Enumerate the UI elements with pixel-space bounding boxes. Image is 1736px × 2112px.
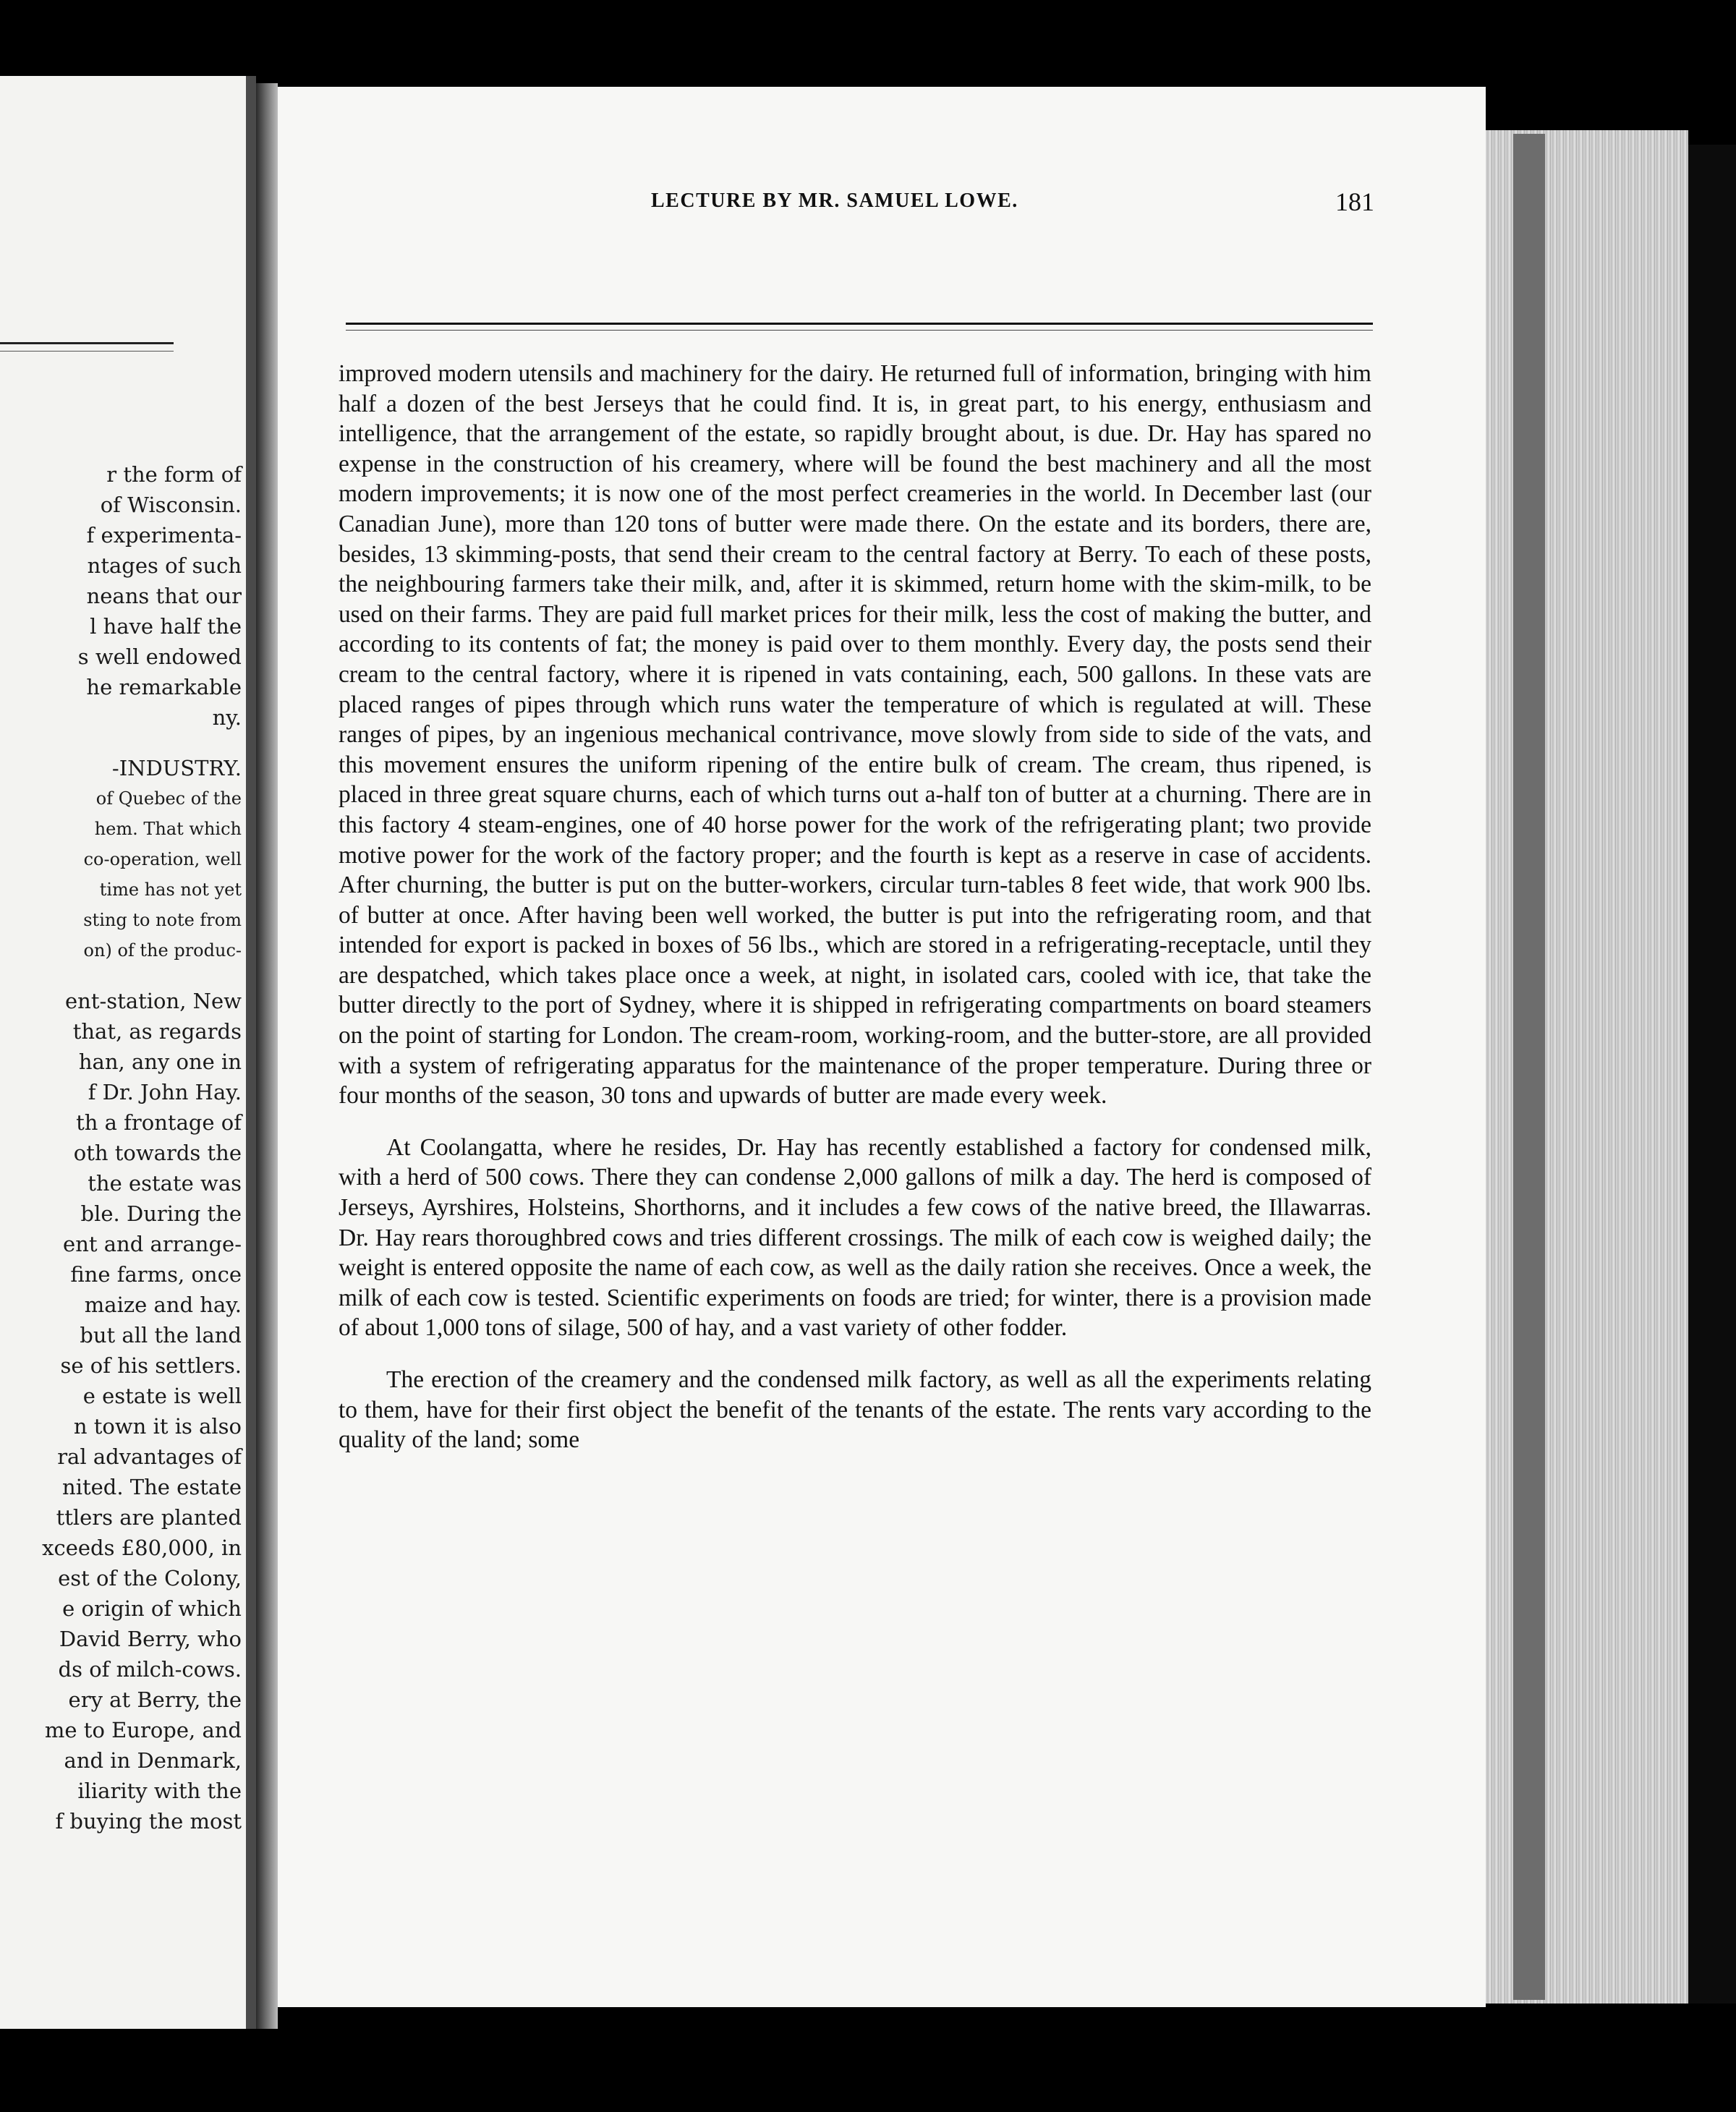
paragraph: improved modern utensils and machinery for the dairy. He returned full of information, bringing with him half a dozen of the best Jerseys that he could find. It is, in great part, to his energy, enthusiasm and intelligence, that the arrangement of the estate, so rapidly brought about, is due. Dr. Hay has spared no expense in the construction of his creamery, where will be found the best machinery and all the most modern improvements; it is now one of the most perfect creameries in the world. In December last (our Canadian June), more than 120 tons of butter were made there. On the estate and its borders, there are, besides, 13 skimming-posts, that send their cream to the central factory at Berry. To each of these posts, the neighbouring farmers take their milk, and, after it is skimmed, return home with the skim-milk, to be used on their farms. They are paid full market prices for their milk, less the cost of making the butter, and according to its contents of fat; the money is paid over to them monthly. Every day, the posts send their cream to the central factory, where it is ripened in vats containing, each, 500 gallons. In these vats are placed ranges of pipes through which runs water the temperature of which is regulated at will. These ranges of pipes, by an ingenious mechanical contrivance, move slowly from side to side of the vats, and this movement ensures the uniform ripening of the entire bulk of cream. The cream, thus ripened, is placed in three great square churns, each of which turns out a-half ton of butter at a churning. There are in this factory 4 steam-engines, one of 40 horse power for the work of the refrigerating plant; two provide motive power for the work of the factory proper; and the fourth is kept as a reserve in case of accidents. After churning, the butter is put on the butter-workers, circular turn-tables 8 feet wide, that work 900 lbs. of butter at once. After having been well worked, the butter is put into the refrigerating room, and that intended for export is packed in boxes of 56 lbs., which are stored in a refrigerating-receptacle, until they are despatched, which takes place once a week, at night, in isolated cars, cooled with ice, that take the butter directly to the port of Sydney, where it is shipped in refrigerating compartments on board steamers on the point of starting for London. The cream-room, working-room, and the butter-store, are all provided with a system of refrigerating apparatus for the maintenance of the proper temperature. During three or four months of the season, 30 tons and upwards of butter are made every week.: [339, 360, 1371, 1110]
page-number: 181: [1335, 187, 1374, 216]
left-page-line: me to Europe, and: [44, 1718, 242, 1742]
left-page-line: ble. During the: [80, 1201, 242, 1226]
left-page-line: nited. The estate: [62, 1475, 242, 1499]
left-page-line: l have half the: [90, 614, 242, 639]
left-page-text: [3, 459, 242, 1836]
left-page-line: f buying the most: [55, 1809, 242, 1834]
left-page-line: ery at Berry, the: [68, 1687, 242, 1712]
left-facing-page: [0, 76, 256, 2029]
running-head: LECTURE BY MR. SAMUEL LOWE.: [651, 190, 1018, 212]
left-page-line: ttlers are planted: [56, 1505, 242, 1530]
left-page-line: co-operation, well: [83, 849, 242, 869]
left-page-line: ds of milch-cows.: [58, 1657, 242, 1682]
left-page-line: ral advantages of: [57, 1444, 242, 1469]
left-page-line: s well endowed: [77, 644, 242, 669]
left-page-line: ny.: [212, 705, 242, 730]
left-page-line: and in Denmark,: [64, 1748, 242, 1773]
left-page-line: ent and arrange-: [63, 1232, 242, 1256]
left-page-line: of Quebec of the: [95, 788, 242, 809]
left-page-line: f Dr. John Hay.: [88, 1080, 242, 1104]
left-page-line: on) of the produc-: [83, 940, 242, 961]
left-page-line: neans that our: [86, 584, 242, 608]
header-rule-thin: [346, 330, 1373, 331]
page-body: [339, 359, 1371, 1455]
left-page-line: e estate is well: [82, 1384, 242, 1408]
paragraph: The erection of the creamery and the condensed milk factory, as well as all the experiments relating to them, have for their first object the benefit of the tenants of the estate. The rents vary according to the quality of the land; some: [339, 1366, 1371, 1454]
page-stack-band: [1513, 134, 1545, 2000]
left-page-line: th a frontage of: [76, 1110, 242, 1135]
left-page-rule-thin: [0, 351, 174, 352]
left-page-line: han, any one in: [78, 1049, 242, 1074]
left-page-line: fine farms, once: [70, 1262, 242, 1287]
left-page-line: time has not yet: [99, 880, 242, 900]
page-header: [318, 187, 1374, 233]
left-page-line: iliarity with the: [77, 1779, 242, 1803]
left-page-line: xceeds £80,000, in: [42, 1536, 242, 1560]
book-cover-edge: [1688, 145, 1736, 2004]
paragraph: At Coolangatta, where he resides, Dr. Hay has recently established a factory for condensed milk, with a herd of 500 cows. There they can condense 2,000 gallons of milk a day. The herd is composed of Jerseys, Ayrshires, Holsteins, Shorthorns, and it includes a few cows of the native breed, the Illawarras. Dr. Hay rears thoroughbred cows and tries different crossings. The milk of each cow is weighed daily; the weight is entered opposite the name of each cow, as well as the daily ration she receives. Once a week, the milk of each cow is tested. Scientific experiments on foods are tried; for winter, there is a provision made of about 1,000 tons of silage, 500 of hay, and a vast variety of other fodder.: [339, 1133, 1371, 1342]
left-page-line: f experimenta-: [86, 523, 242, 548]
left-page-line: of Wisconsin.: [100, 493, 242, 517]
left-page-line: sting to note from: [83, 910, 242, 930]
left-page-line: oth towards the: [73, 1141, 242, 1165]
left-page-line: hem. That which: [94, 819, 242, 839]
left-page-line: ent-station, New: [65, 989, 242, 1013]
left-page-line: est of the Colony,: [58, 1566, 242, 1591]
header-rule: [346, 323, 1373, 325]
left-page-line: -INDUSTRY.: [111, 756, 242, 780]
left-page-line: se of his settlers.: [60, 1353, 242, 1378]
left-page-line: maize and hay.: [84, 1293, 242, 1317]
left-page-line: that, as regards: [72, 1019, 242, 1044]
left-page-line: ntages of such: [87, 553, 242, 578]
left-page-line: r the form of: [106, 462, 242, 487]
left-page-line: the estate was: [88, 1171, 242, 1196]
left-page-line: n town it is also: [73, 1414, 242, 1439]
left-page-line: David Berry, who: [59, 1627, 242, 1651]
book-gutter: [256, 83, 278, 2029]
left-page-rule: [0, 342, 174, 344]
left-page-line: e origin of which: [62, 1596, 242, 1621]
left-page-line: but all the land: [80, 1323, 242, 1347]
left-page-line: he remarkable: [86, 675, 242, 699]
